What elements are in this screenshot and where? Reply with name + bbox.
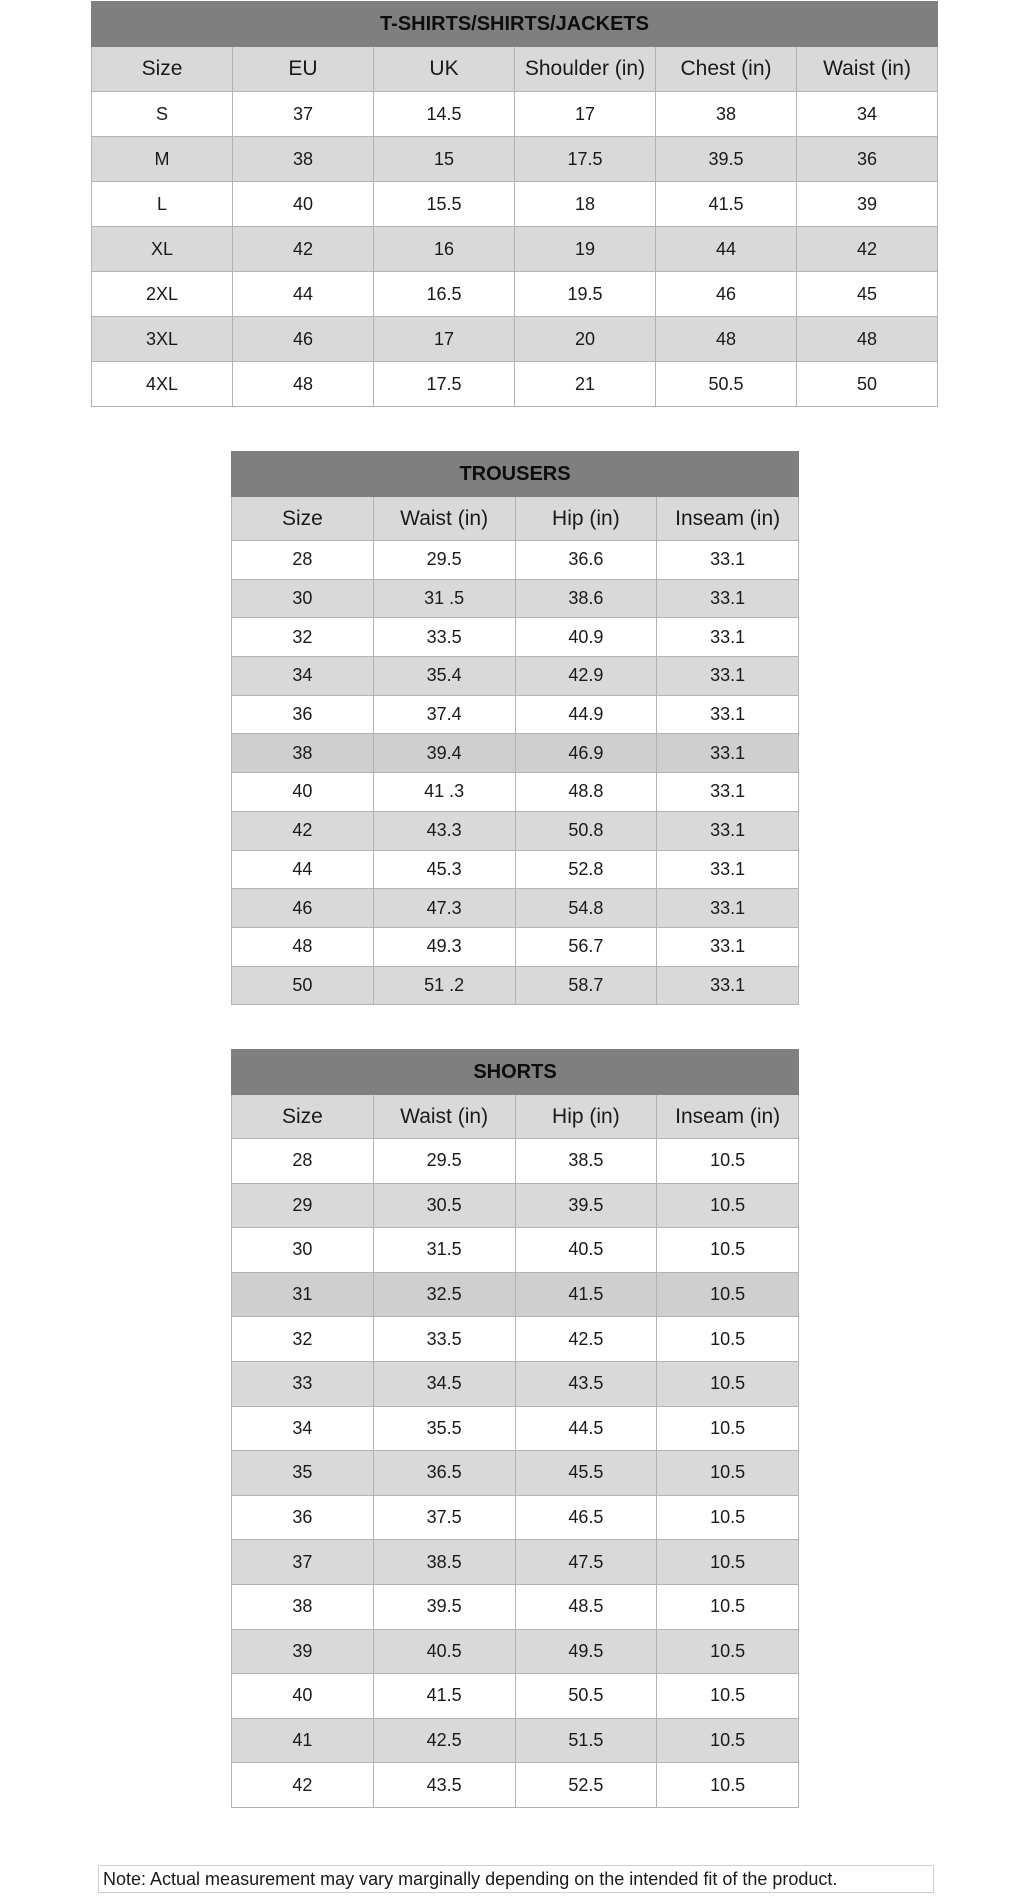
table-cell: 37.5 (373, 1495, 515, 1540)
table-row (232, 1317, 799, 1362)
table-cell: 28 (232, 1139, 374, 1184)
shorts-table-title: SHORTS (232, 1050, 799, 1095)
table-cell: 30.5 (373, 1183, 515, 1228)
table-row (232, 579, 799, 618)
table-cell: 2XL (92, 272, 233, 317)
table-cell: 45.5 (515, 1451, 657, 1496)
table-cell: 18 (515, 182, 656, 227)
table-cell: 33.1 (657, 811, 799, 850)
table-cell: 46.5 (515, 1495, 657, 1540)
column-header: UK (374, 47, 515, 92)
table-cell: 16.5 (374, 272, 515, 317)
table-cell: 29.5 (373, 1139, 515, 1184)
table-row (232, 1139, 799, 1184)
table-row (232, 927, 799, 966)
table-cell: 38 (232, 1584, 374, 1629)
column-header: Chest (in) (656, 47, 797, 92)
table-cell: 48 (233, 362, 374, 407)
table-cell: 17 (515, 92, 656, 137)
table-row (232, 850, 799, 889)
table-title-row (232, 452, 799, 497)
table-cell: L (92, 182, 233, 227)
table-cell: 36.5 (373, 1451, 515, 1496)
table-row (232, 1451, 799, 1496)
table-cell: 46 (233, 317, 374, 362)
table-row (232, 1183, 799, 1228)
column-header: Hip (in) (515, 1095, 657, 1139)
table-cell: 41.5 (373, 1674, 515, 1719)
table-cell: 30 (232, 579, 374, 618)
table-cell: 36 (797, 137, 938, 182)
table-cell: 34 (232, 657, 374, 696)
table-cell: 46 (656, 272, 797, 317)
table-cell: 39 (232, 1629, 374, 1674)
table-cell: 33.1 (657, 657, 799, 696)
table-cell: 51 .2 (373, 966, 515, 1005)
table-cell: 47.3 (373, 889, 515, 928)
table-cell: 40.5 (515, 1228, 657, 1273)
table-cell: 17 (374, 317, 515, 362)
table-cell: 42.5 (515, 1317, 657, 1362)
table-cell: 32 (232, 1317, 374, 1362)
table-cell: 10.5 (657, 1451, 799, 1496)
table-cell: 10.5 (657, 1406, 799, 1451)
table-cell: 36 (232, 1495, 374, 1540)
table-cell: 44 (232, 850, 374, 889)
table-row (92, 137, 938, 182)
table-cell: 43.3 (373, 811, 515, 850)
table-header-row (232, 497, 799, 541)
table-cell: 46.9 (515, 734, 657, 773)
column-header: Size (92, 47, 233, 92)
table-cell: 33.1 (657, 773, 799, 812)
table-cell: 10.5 (657, 1718, 799, 1763)
table-row (232, 889, 799, 928)
table-cell: 37.4 (373, 695, 515, 734)
table-cell: 33.1 (657, 966, 799, 1005)
table-cell: 40 (232, 773, 374, 812)
table-cell: 33.5 (373, 618, 515, 657)
table-row (92, 92, 938, 137)
table-cell: 15.5 (374, 182, 515, 227)
column-header: Size (232, 1095, 374, 1139)
table-cell: 50.5 (656, 362, 797, 407)
table-cell: 10.5 (657, 1629, 799, 1674)
table-cell: 29 (232, 1183, 374, 1228)
trousers-size-table (231, 451, 799, 1005)
table-cell: 56.7 (515, 927, 657, 966)
table-title-row (92, 2, 938, 47)
table-cell: 17.5 (515, 137, 656, 182)
table-cell: 48.8 (515, 773, 657, 812)
table-cell: 58.7 (515, 966, 657, 1005)
table-cell: 50.5 (515, 1674, 657, 1719)
table-row (92, 272, 938, 317)
shorts-size-table (231, 1049, 799, 1808)
table-cell: 37 (233, 92, 374, 137)
table-cell: 33.1 (657, 927, 799, 966)
table-cell: 33.5 (373, 1317, 515, 1362)
table-cell: 10.5 (657, 1674, 799, 1719)
column-header: Waist (in) (373, 497, 515, 541)
table-cell: 32.5 (373, 1272, 515, 1317)
table-cell: 10.5 (657, 1183, 799, 1228)
table-cell: 35.4 (373, 657, 515, 696)
table-cell: 33.1 (657, 695, 799, 734)
table-cell: 42.5 (373, 1718, 515, 1763)
table-row (232, 1406, 799, 1451)
table-row (232, 811, 799, 850)
table-cell: 31 .5 (373, 579, 515, 618)
table-cell: 45 (797, 272, 938, 317)
table-cell: 42 (232, 1763, 374, 1808)
table-cell: 41.5 (515, 1272, 657, 1317)
table-header-row (232, 1095, 799, 1139)
table-cell: 35.5 (373, 1406, 515, 1451)
table-cell: 10.5 (657, 1763, 799, 1808)
table-cell: 38 (232, 734, 374, 773)
table-cell: 38.5 (373, 1540, 515, 1585)
table-row (232, 966, 799, 1005)
table-row (232, 1228, 799, 1273)
table-cell: 29.5 (373, 541, 515, 580)
table-cell: 42.9 (515, 657, 657, 696)
table-row (232, 1629, 799, 1674)
table-cell: 38 (233, 137, 374, 182)
table-row (92, 362, 938, 407)
table-cell: 36.6 (515, 541, 657, 580)
table-cell: 44 (233, 272, 374, 317)
table-header-row (92, 47, 938, 92)
table-cell: 19.5 (515, 272, 656, 317)
table-cell: 19 (515, 227, 656, 272)
table-cell: 41.5 (656, 182, 797, 227)
table-row (232, 1272, 799, 1317)
table-cell: 38 (656, 92, 797, 137)
table-cell: 34 (797, 92, 938, 137)
table-row (232, 1361, 799, 1406)
table-cell: 39.5 (373, 1584, 515, 1629)
table-cell: 48 (797, 317, 938, 362)
table-title-row (232, 1050, 799, 1095)
table-cell: 10.5 (657, 1139, 799, 1184)
table-cell: 17.5 (374, 362, 515, 407)
table-cell: 40.9 (515, 618, 657, 657)
table-cell: 39.5 (515, 1183, 657, 1228)
table-cell: 50 (232, 966, 374, 1005)
table-cell: 46 (232, 889, 374, 928)
table-cell: 48 (656, 317, 797, 362)
table-cell: 31 (232, 1272, 374, 1317)
table-cell: 48.5 (515, 1584, 657, 1629)
table-cell: 44 (656, 227, 797, 272)
table-cell: 45.3 (373, 850, 515, 889)
column-header: Size (232, 497, 374, 541)
table-cell: 51.5 (515, 1718, 657, 1763)
table-cell: 39.5 (656, 137, 797, 182)
table-cell: 52.8 (515, 850, 657, 889)
table-row (232, 734, 799, 773)
table-cell: 41 .3 (373, 773, 515, 812)
table-cell: M (92, 137, 233, 182)
table-cell: 15 (374, 137, 515, 182)
table-cell: 33.1 (657, 734, 799, 773)
column-header: Hip (in) (515, 497, 657, 541)
table-cell: 33.1 (657, 618, 799, 657)
table-cell: 48 (232, 927, 374, 966)
shirts-table-title: T-SHIRTS/SHIRTS/JACKETS (92, 2, 938, 47)
table-cell: 38.6 (515, 579, 657, 618)
table-cell: 39 (797, 182, 938, 227)
table-cell: 44.9 (515, 695, 657, 734)
table-cell: 10.5 (657, 1317, 799, 1362)
table-cell: 42 (232, 811, 374, 850)
table-cell: 10.5 (657, 1540, 799, 1585)
table-row (232, 773, 799, 812)
trousers-table-title: TROUSERS (232, 452, 799, 497)
table-cell: 33.1 (657, 579, 799, 618)
table-cell: 35 (232, 1451, 374, 1496)
table-cell: 20 (515, 317, 656, 362)
table-cell: 54.8 (515, 889, 657, 928)
table-row (232, 657, 799, 696)
table-row (232, 1763, 799, 1808)
table-cell: 31.5 (373, 1228, 515, 1273)
table-cell: 44.5 (515, 1406, 657, 1451)
table-cell: 49.3 (373, 927, 515, 966)
table-cell: 10.5 (657, 1584, 799, 1629)
table-cell: 33.1 (657, 850, 799, 889)
table-row (232, 1495, 799, 1540)
table-cell: 43.5 (373, 1763, 515, 1808)
table-cell: 50.8 (515, 811, 657, 850)
table-cell: 49.5 (515, 1629, 657, 1674)
table-cell: 33 (232, 1361, 374, 1406)
table-cell: 37 (232, 1540, 374, 1585)
table-cell: 33.1 (657, 889, 799, 928)
table-cell: 50 (797, 362, 938, 407)
table-cell: 33.1 (657, 541, 799, 580)
table-row (232, 1674, 799, 1719)
table-cell: 40 (232, 1674, 374, 1719)
table-row (92, 317, 938, 362)
table-row (232, 1540, 799, 1585)
column-header: Waist (in) (373, 1095, 515, 1139)
table-cell: 39.4 (373, 734, 515, 773)
table-row (232, 1718, 799, 1763)
table-row (232, 541, 799, 580)
table-cell: 43.5 (515, 1361, 657, 1406)
table-row (232, 1584, 799, 1629)
table-cell: XL (92, 227, 233, 272)
fit-note: Note: Actual measurement may vary marginally depending on the intended fit of the product. (98, 1865, 934, 1893)
table-cell: 14.5 (374, 92, 515, 137)
column-header: Inseam (in) (657, 1095, 799, 1139)
table-cell: 38.5 (515, 1139, 657, 1184)
table-cell: 40.5 (373, 1629, 515, 1674)
table-cell: S (92, 92, 233, 137)
table-row (92, 227, 938, 272)
shirts-size-table (91, 1, 938, 407)
table-cell: 52.5 (515, 1763, 657, 1808)
table-cell: 40 (233, 182, 374, 227)
table-cell: 10.5 (657, 1228, 799, 1273)
table-row (232, 695, 799, 734)
column-header: Shoulder (in) (515, 47, 656, 92)
table-cell: 42 (797, 227, 938, 272)
table-cell: 21 (515, 362, 656, 407)
table-cell: 34.5 (373, 1361, 515, 1406)
table-row (232, 618, 799, 657)
table-cell: 16 (374, 227, 515, 272)
table-cell: 41 (232, 1718, 374, 1763)
table-cell: 3XL (92, 317, 233, 362)
table-cell: 4XL (92, 362, 233, 407)
table-cell: 42 (233, 227, 374, 272)
column-header: Inseam (in) (657, 497, 799, 541)
table-cell: 10.5 (657, 1495, 799, 1540)
table-cell: 10.5 (657, 1361, 799, 1406)
table-cell: 30 (232, 1228, 374, 1273)
table-cell: 28 (232, 541, 374, 580)
table-cell: 34 (232, 1406, 374, 1451)
table-cell: 10.5 (657, 1272, 799, 1317)
column-header: EU (233, 47, 374, 92)
table-cell: 32 (232, 618, 374, 657)
column-header: Waist (in) (797, 47, 938, 92)
table-cell: 47.5 (515, 1540, 657, 1585)
table-row (92, 182, 938, 227)
table-cell: 36 (232, 695, 374, 734)
